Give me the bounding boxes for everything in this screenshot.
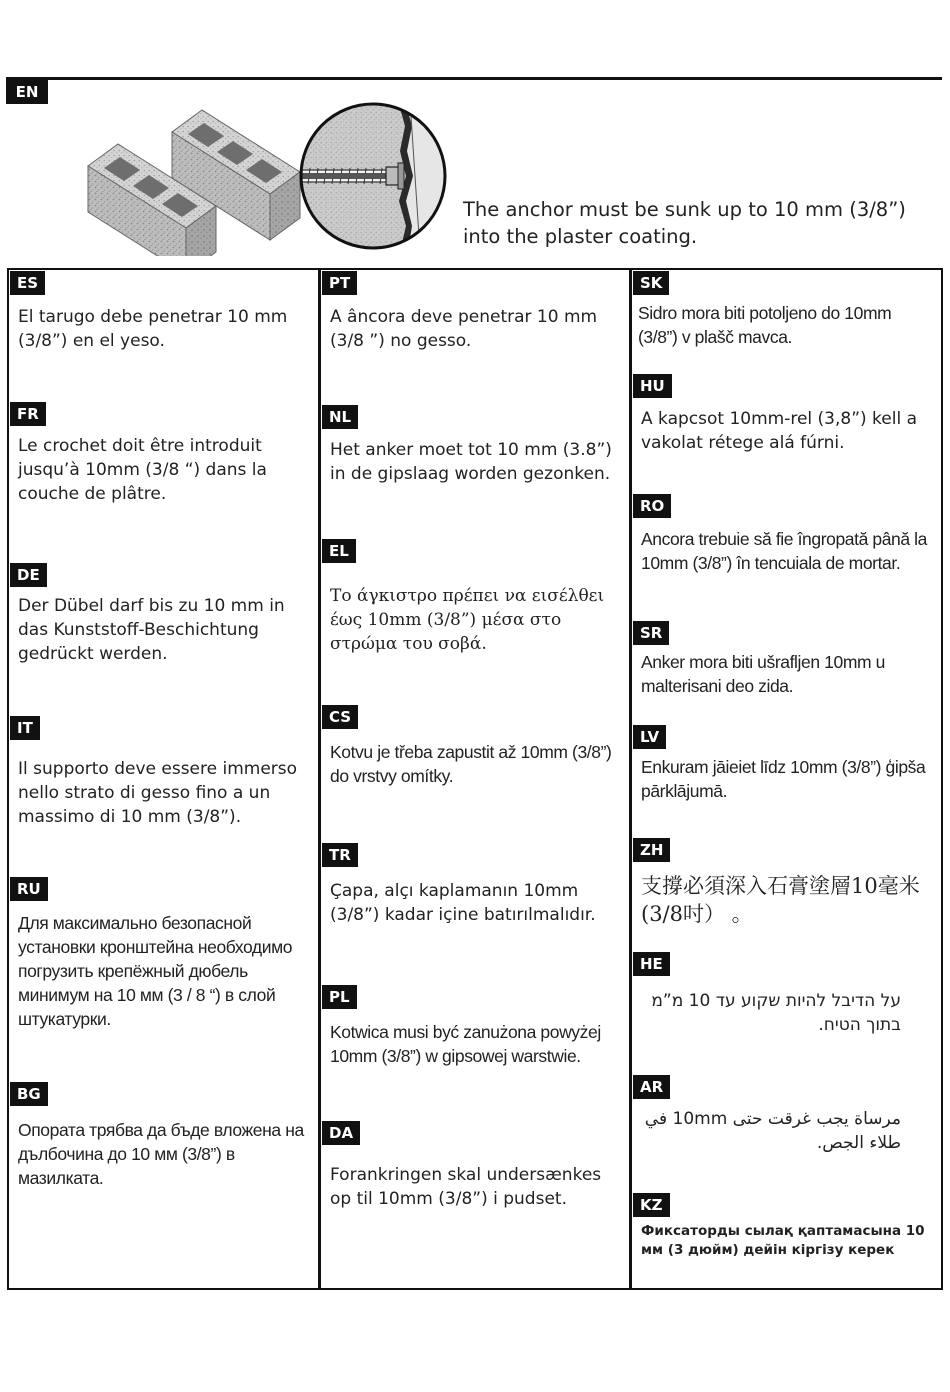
header-instruction: The anchor must be sunk up to 10 mm (3/8”) into the plaster coating. (463, 198, 906, 248)
lang-tag: BG (10, 1082, 48, 1106)
lang-tag: EL (322, 539, 356, 563)
lang-tag: IT (10, 716, 40, 740)
entry-text: A kapcsot 10mm-rel (3,8”) kell a vakolat rétege alá fúrni. (641, 409, 918, 453)
entry-text: Le crochet doit être introduit jusqu’à 10mm (3/8 “) dans la couche de plâtre. (18, 436, 267, 504)
lang-tag: PT (322, 271, 357, 295)
entry-text: Το άγκιστρο πρέπει να εισέλθει έως 10mm (3/8”) μέσα στο στρώμα του σοβά. (330, 586, 605, 654)
lang-tag: LV (633, 725, 666, 749)
entry-text: A âncora deve penetrar 10 mm (3/8 ”) no gesso. (330, 307, 598, 351)
column-2 (321, 268, 629, 1290)
lang-tag: DA (322, 1121, 360, 1145)
lang-tag: AR (633, 1075, 670, 1099)
entry-text: El tarugo debe penetrar 10 mm (3/8”) en el yeso. (18, 307, 288, 351)
entry-text: Опората трябва да бъде вложена на дълбочина до 10 мм (3/8”) в мазилката. (18, 1120, 304, 1188)
entry-text: Il supporto deve essere immerso nello strato di gesso fino a un massimo di 10 mm (3/8”). (18, 759, 298, 827)
entry-text: Фиксаторды сылақ қаптамасына 10 мм (3 дюйм) дейін кіргізу керек (641, 1223, 925, 1258)
entry-text: Forankringen skal undersænkes op til 10mm (3/8”) i pudset. (330, 1165, 602, 1209)
concrete-blocks-icon (60, 96, 450, 256)
top-rule (6, 77, 942, 80)
lang-tag: SR (633, 621, 669, 645)
entry-text: مرساة يجب غرقت حتى 10mm في طلاء الجص. (644, 1109, 901, 1153)
lang-tag: PL (322, 985, 357, 1009)
entry-text: Kotvu je třeba zapustit až 10mm (3/8”) do vrstvy omítky. (330, 742, 612, 786)
lang-tag: SK (633, 271, 669, 295)
lang-tag: FR (10, 402, 46, 426)
entry-text: Het anker moet tot 10 mm (3.8”) in de gipslaag worden gezonken. (330, 440, 612, 484)
lang-tag: TR (322, 843, 358, 867)
entry-text: Kotwica musi być zanużona powyżej 10mm (3/8”) w gipsowej warstwie. (330, 1022, 601, 1066)
lang-tag: CS (322, 705, 358, 729)
lang-tag: ZH (633, 838, 670, 862)
entry-text: 支撐必須深入石膏塗層10毫米(3/8吋） 。 (641, 874, 920, 926)
lang-tag-en: EN (6, 80, 48, 104)
entry-text: Для максимально безопасной установки кронштейна необходимо погрузить крепёжный дюбель минимум на 10 мм (3 / 8 “) в слой штукатурки. (18, 913, 293, 1029)
lang-tag: HU (633, 374, 672, 398)
lang-tag: RU (10, 877, 48, 901)
column-3 (632, 268, 941, 1290)
lang-tag: DE (10, 563, 47, 587)
entry-text: Çapa, alçı kaplamanın 10mm (3/8”) kadar içine batırılmalıdır. (330, 881, 596, 925)
entry-text: על הדיבל להיות שקוע עד 10 מ”מ בתוך הטיח. (651, 991, 901, 1035)
lang-tag: HE (633, 952, 670, 976)
lang-tag: ES (10, 271, 45, 295)
entry-text: Sidro mora biti potoljeno do 10mm (3/8”) v plašč mavca. (638, 303, 892, 347)
entry-text: Der Dübel darf bis zu 10 mm in das Kunststoff-Beschichtung gedrückt werden. (18, 596, 285, 664)
entry-text: Ancora trebuie să fie îngropată până la 10mm (3/8”) în tencuiala de mortar. (641, 529, 927, 573)
translations-grid (7, 268, 943, 1290)
anchor-detail-icon (298, 101, 448, 251)
entry-text: Anker mora biti ušrafljen 10mm u malterisani deo zida. (641, 652, 885, 696)
lang-tag: KZ (633, 1193, 670, 1217)
lang-tag: NL (322, 405, 358, 429)
entry-text: Enkuram jāieiet līdz 10mm (3/8”) ģipša pārklājumā. (641, 757, 926, 801)
column-1 (9, 268, 317, 1290)
lang-tag: RO (633, 494, 671, 518)
